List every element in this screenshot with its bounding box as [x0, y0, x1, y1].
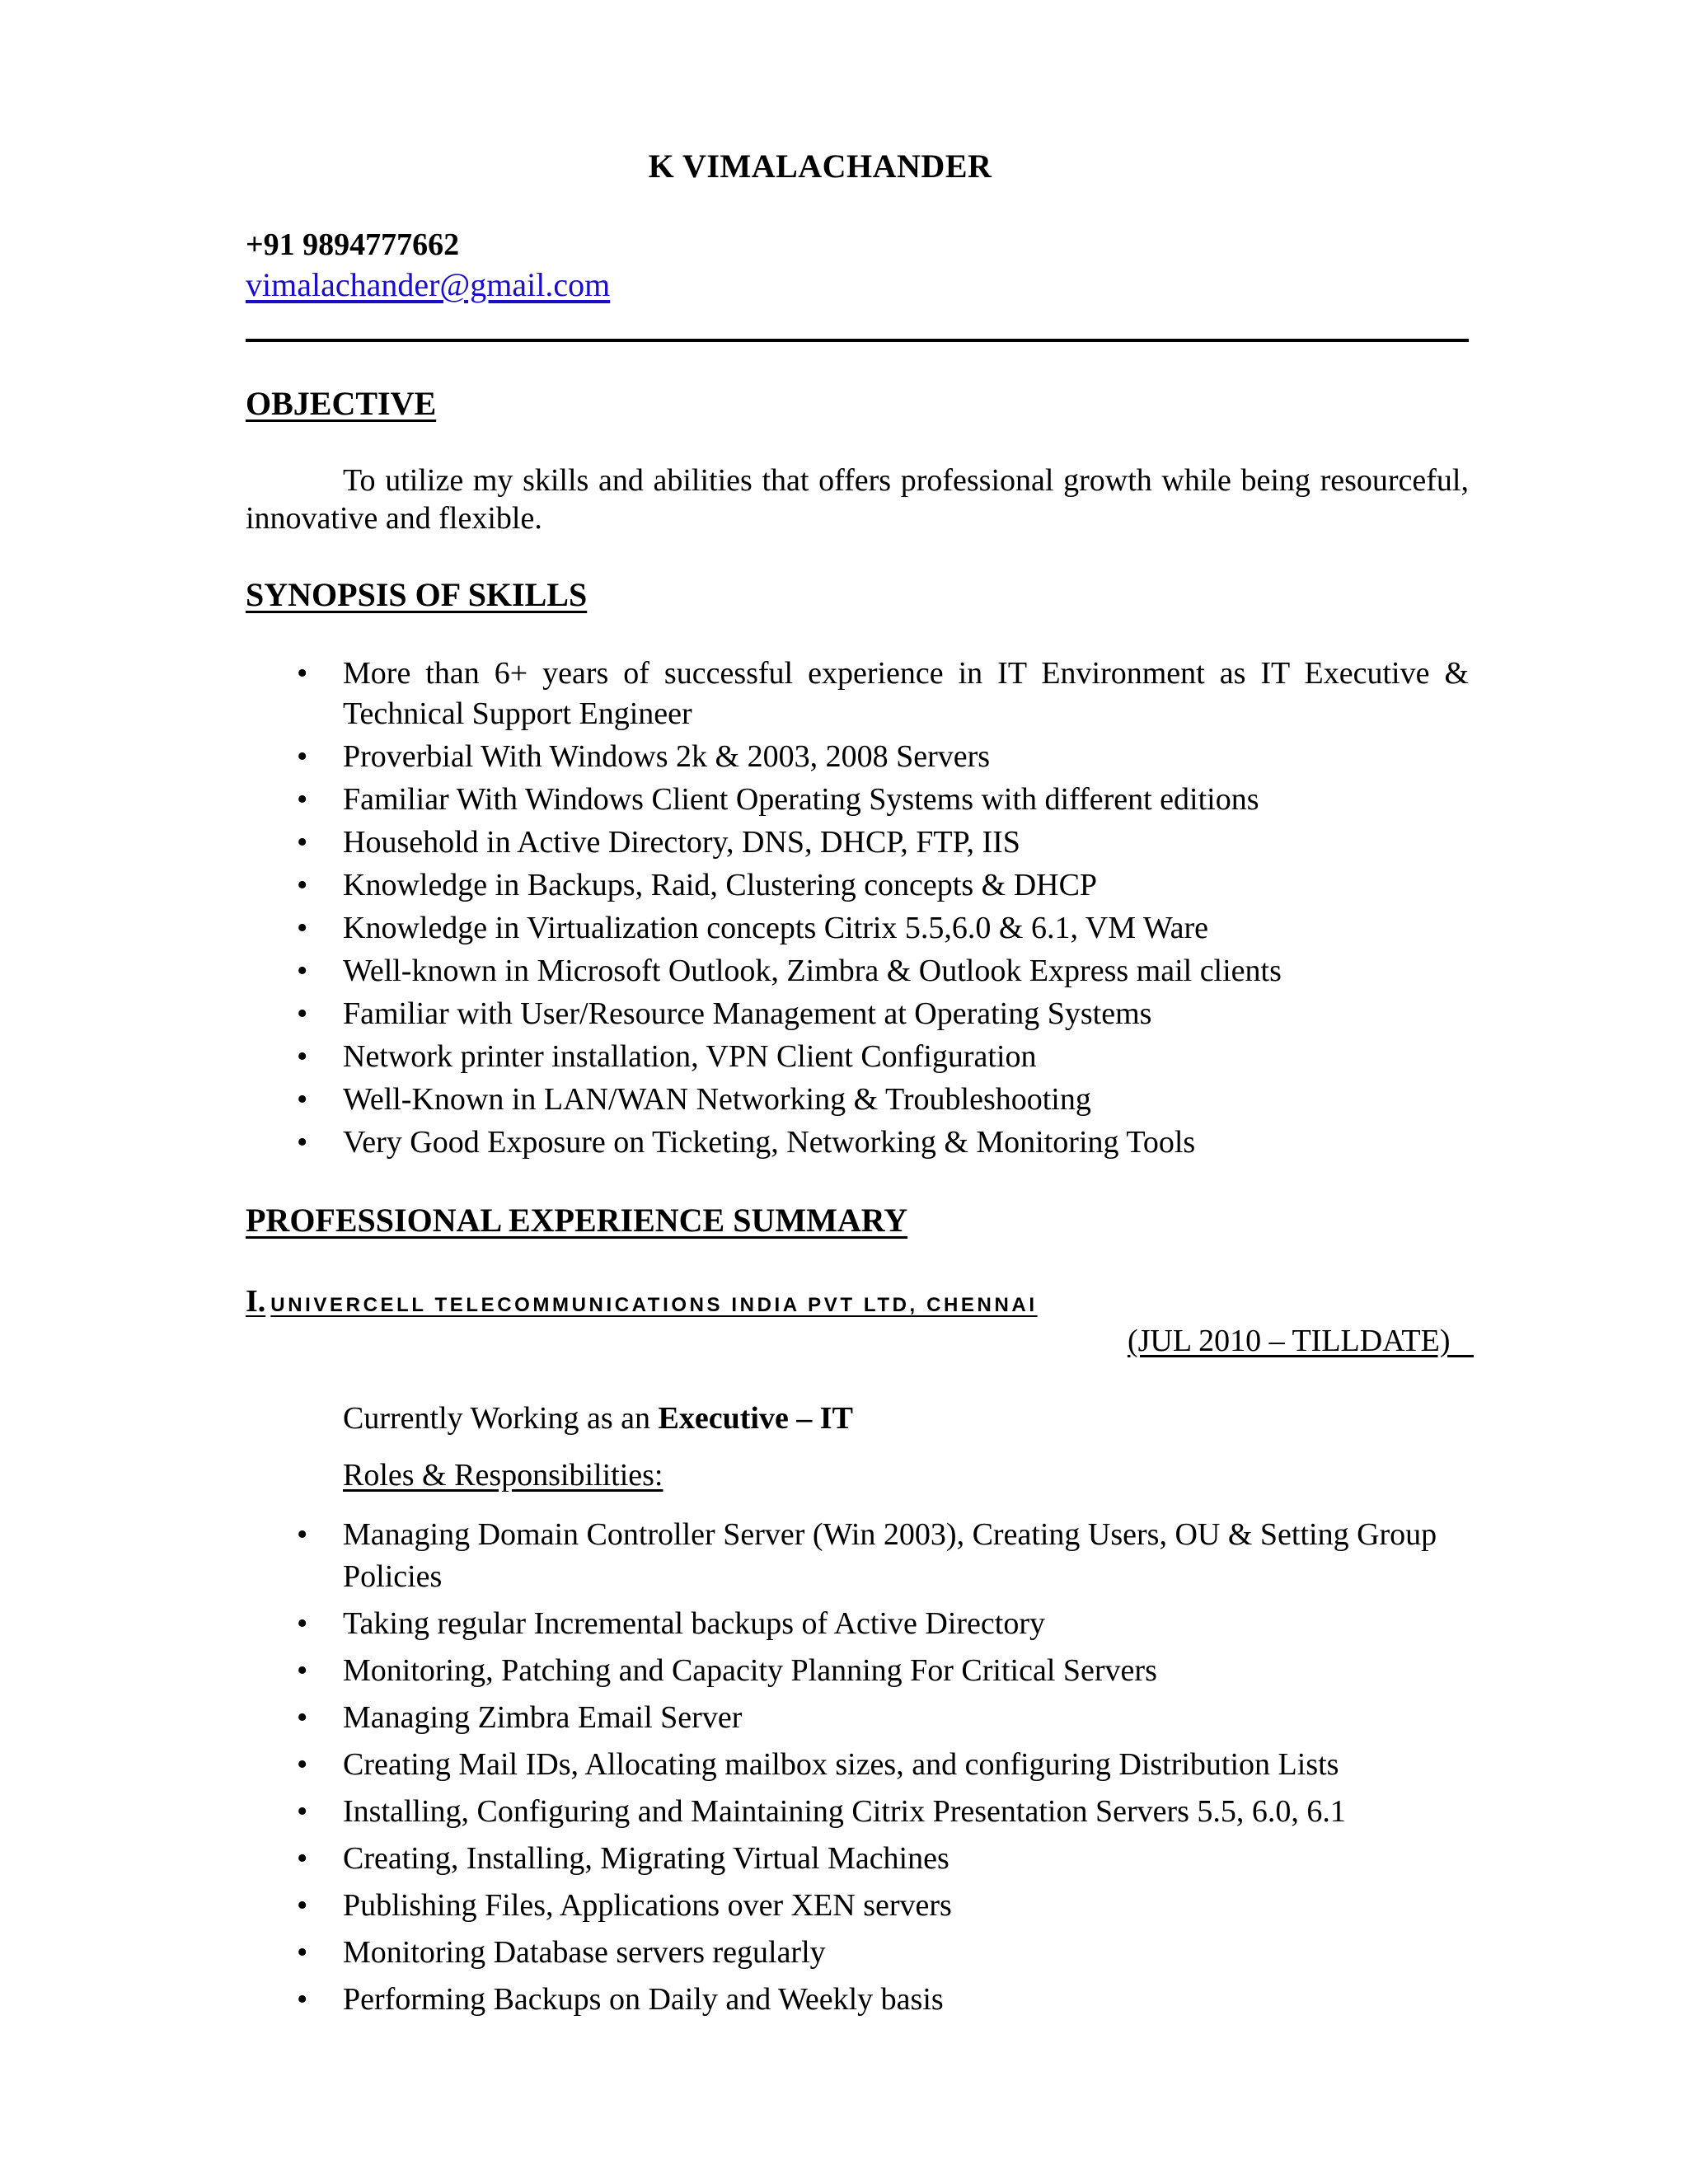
skills-list — [246, 654, 1469, 1165]
responsibility-item-text: Creating Mail IDs, Allocating mailbox sizes, and configuring Distribution Lists — [343, 1747, 1339, 1782]
bullet-icon: • — [297, 739, 308, 774]
job-index: I. — [246, 1284, 266, 1319]
responsibility-item — [246, 1697, 1484, 1739]
bullet-icon: • — [297, 782, 308, 817]
responsibility-item-text: Managing Zimbra Email Server — [343, 1700, 743, 1735]
skill-item-text: Well-known in Microsoft Outlook, Zimbra & Outlook Express mail clients — [343, 954, 1282, 988]
responsibility-item-text: Managing Domain Controller Server (Win 2003), Creating Users, OU & Setting Group Policies — [343, 1517, 1437, 1594]
skill-item — [246, 994, 1469, 1034]
skill-item — [246, 737, 1469, 777]
skill-item-text: Very Good Exposure on Ticketing, Networking & Monitoring Tools — [343, 1125, 1196, 1160]
responsibility-item-text: Performing Backups on Daily and Weekly basis — [343, 1982, 944, 2017]
skill-item-text: Network printer installation, VPN Client Configuration — [343, 1039, 1037, 1074]
skill-item — [246, 1080, 1469, 1120]
header-divider — [246, 339, 1469, 342]
candidate-name: K VIMALACHANDER — [648, 148, 992, 185]
responsibility-item — [246, 1885, 1484, 1927]
responsibility-item-text: Monitoring, Patching and Capacity Planning For Critical Servers — [343, 1653, 1157, 1688]
bullet-icon: • — [297, 1935, 308, 1970]
responsibility-item-text: Installing, Configuring and Maintaining Citrix Presentation Servers 5.5, 6.0, 6.1 — [343, 1794, 1346, 1829]
objective-text: To utilize my skills and abilities that offers professional growth while being resourceful, innovative and flexible. — [246, 463, 1469, 536]
bullet-icon: • — [297, 954, 308, 988]
job-period: (JUL 2010 – TILLDATE) — [1127, 1324, 1474, 1358]
responsibility-item-text: Publishing Files, Applications over XEN servers — [343, 1888, 952, 1923]
skills-heading: SYNOPSIS OF SKILLS — [246, 576, 588, 613]
responsibility-item — [246, 1514, 1484, 1598]
skill-item-text: Household in Active Directory, DNS, DHCP, FTP, IIS — [343, 825, 1020, 860]
skill-item — [246, 823, 1469, 863]
responsibility-item — [246, 1838, 1484, 1880]
responsibility-item-text: Taking regular Incremental backups of Active Directory — [343, 1606, 1045, 1641]
skill-item-text: More than 6+ years of successful experience in IT Environment as IT Executive & Technical Support Engineer — [343, 656, 1469, 731]
email-link[interactable]: vimalachander@gmail.com — [246, 266, 611, 303]
responsibility-item-text: Monitoring Database servers regularly — [343, 1935, 826, 1970]
job-company: UNIVERCELL TELECOMMUNICATIONS INDIA PVT LTD, CHENNAI — [270, 1294, 1038, 1316]
skill-item — [246, 654, 1469, 734]
skill-item — [246, 951, 1469, 991]
responsibility-item — [246, 1932, 1484, 1974]
skill-item-text: Knowledge in Backups, Raid, Clustering concepts & DHCP — [343, 868, 1098, 902]
bullet-icon: • — [297, 1794, 308, 1829]
skill-item — [246, 1122, 1469, 1163]
phone-number: +91 9894777662 — [246, 227, 460, 262]
job-company-line — [246, 1283, 1038, 1319]
experience-heading: PROFESSIONAL EXPERIENCE SUMMARY — [246, 1202, 908, 1239]
bullet-icon: • — [297, 825, 308, 860]
bullet-icon: • — [297, 1125, 308, 1160]
bullet-icon: • — [297, 911, 308, 945]
skill-item-text: Proverbial With Windows 2k & 2003, 2008 Servers — [343, 739, 991, 774]
skill-item-text: Well-Known in LAN/WAN Networking & Troubleshooting — [343, 1082, 1091, 1117]
role-prefix: Currently Working as an — [343, 1401, 659, 1436]
role-title: Executive – IT — [658, 1401, 853, 1436]
bullet-icon: • — [297, 996, 308, 1031]
responsibility-item — [246, 1979, 1484, 2021]
bullet-icon: • — [297, 1082, 308, 1117]
bullet-icon: • — [297, 656, 308, 691]
responsibility-item — [246, 1791, 1484, 1833]
responsibilities-list — [246, 1514, 1484, 2026]
bullet-icon: • — [297, 868, 308, 902]
skill-item — [246, 908, 1469, 949]
bullet-icon: • — [297, 1039, 308, 1074]
bullet-icon: • — [297, 1888, 308, 1923]
bullet-icon: • — [297, 1841, 308, 1876]
skill-item-text: Familiar with User/Resource Management at Operating Systems — [343, 996, 1152, 1031]
skill-item-text: Familiar With Windows Client Operating Systems with different editions — [343, 782, 1259, 817]
objective-heading: OBJECTIVE — [246, 385, 437, 422]
responsibilities-label: Roles & Responsibilities: — [343, 1458, 663, 1493]
bullet-icon: • — [297, 1653, 308, 1688]
bullet-icon: • — [297, 1700, 308, 1735]
bullet-icon: • — [297, 1606, 308, 1641]
responsibility-item — [246, 1603, 1484, 1645]
bullet-icon: • — [297, 1747, 308, 1782]
bullet-icon: • — [297, 1982, 308, 2017]
current-role — [343, 1400, 853, 1436]
skill-item-text: Knowledge in Virtualization concepts Citrix 5.5,6.0 & 6.1, VM Ware — [343, 911, 1209, 945]
skill-item — [246, 1037, 1469, 1077]
skill-item — [246, 865, 1469, 906]
responsibility-item-text: Creating, Installing, Migrating Virtual Machines — [343, 1841, 950, 1876]
skill-item — [246, 780, 1469, 820]
responsibility-item — [246, 1744, 1484, 1786]
responsibility-item — [246, 1650, 1484, 1692]
bullet-icon: • — [297, 1517, 308, 1552]
